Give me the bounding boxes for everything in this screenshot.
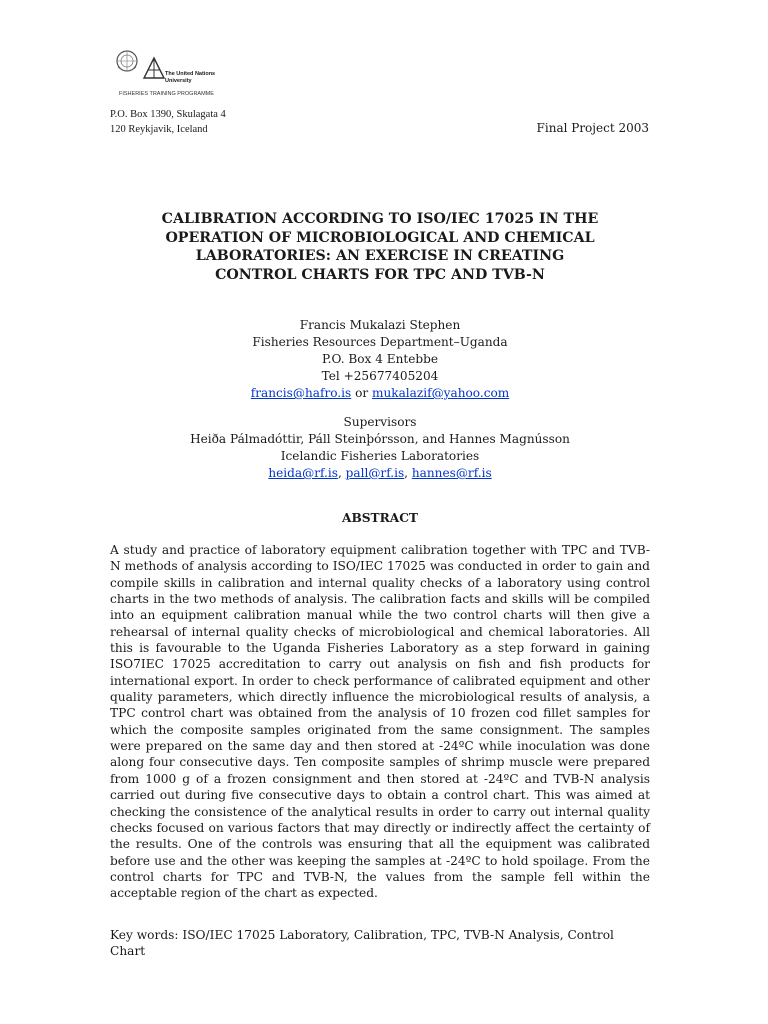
email-separator: , [404,466,412,480]
author-emails [110,385,650,402]
title-line-3: LABORATORIES: AN EXERCISE IN CREATING [195,248,565,264]
supervisor-email-link-3[interactable]: hannes@rf.is [411,466,492,480]
author-email-link-2[interactable]: mukalazif@yahoo.com [372,386,510,400]
title-line-2: OPERATION OF MICROBIOLOGICAL AND CHEMICAL [165,229,595,246]
supervisors-emails [110,465,650,482]
supervisor-email-link-2[interactable]: pall@rf.is [345,466,405,480]
abstract-heading: ABSTRACT [342,511,418,525]
address [110,107,226,137]
author-department: Fisheries Resources Department–Uganda [252,335,508,349]
supervisors-names: Heiða Pálmadóttir, Páll Steinþórsson, and Hannes Magnússon [190,432,570,446]
unu-emblem-icon [144,58,164,78]
logo-programme-text: FISHERIES TRAINING PROGRAMME [119,91,214,97]
title-line-1: CALIBRATION ACCORDING TO ISO/IEC 17025 IN THE [161,211,599,227]
email-separator: , [337,466,346,480]
supervisors-block [110,414,650,482]
author-name: Francis Mukalazi Stephen [299,318,461,332]
supervisor-email-link-1[interactable]: heida@rf.is [268,466,338,480]
abstract-text: A study and practice of laboratory equipment calibration together with TPC and TVB-N methods of analysis according to ISO/IEC 17025 was conducted in order to gain and compile skills in calibration and internal quality checks of a laboratory using control charts in the two methods of analysis. The calibration facts and skills will be compiled into an equipment calibration manual while the two control charts will then give a rehearsal of internal quality checks of microbiological and chemical laboratories. All this is favourable to the Uganda Fisheries Laboratory as a step forward in gaining ISO7IEC 17025 accreditation to carry out analysis on fish and fish products for international export. In order to check performance of calibrated equipment and other quality parameters, which directly influence the microbiological results of analysis, a TPC control chart was obtained from the analysis of 10 frozen cod fillet samples for which the composite samples originated from the same consignment. The samples were prepared on the same day and then stored at -24ºC while inoculation was done along four consecutive days. Ten composite samples of shrimp muscle were prepared from 1000 g of a frozen consignment and then stored at -24ºC and TVB-N analysis carried out during five consecutive days to obtain a control chart. This was aimed at checking the consistence of the analytical results in order to carry out internal quality checks focused on various factors that may directly or indirectly affect the certainty of the results. One of the controls was ensuring that all the equipment was calibrated before use and the other was keeping the samples at -24ºC to hold spoilage. From the control charts for TPC and TVB-N, the values from the sample fell within the acceptable region of the chart as expected. [110,543,650,901]
author-block [110,317,650,402]
address-line-2: 120 Reykjavik, Iceland [110,124,208,135]
or-text: or [355,386,369,400]
project-label: Final Project 2003 [536,121,649,135]
un-emblem-icon [117,51,137,71]
title-line-4: CONTROL CHARTS FOR TPC AND TVB-N [215,266,545,283]
author-tel: Tel +25677405204 [321,369,439,383]
author-pobox: P.O. Box 4 Entebbe [321,352,439,366]
document-title [130,210,630,284]
author-email-link-1[interactable]: francis@hafro.is [250,386,352,400]
logo-org-text: The United Nations University [165,71,216,84]
address-line-1: P.O. Box 1390, Skulagata 4 [110,109,226,120]
supervisors-heading: Supervisors [343,415,417,429]
supervisors-institution: Icelandic Fisheries Laboratories [280,449,480,463]
keywords: Key words: ISO/IEC 17025 Laboratory, Calibration, TPC, TVB-N Analysis, Control Chart [110,928,614,959]
